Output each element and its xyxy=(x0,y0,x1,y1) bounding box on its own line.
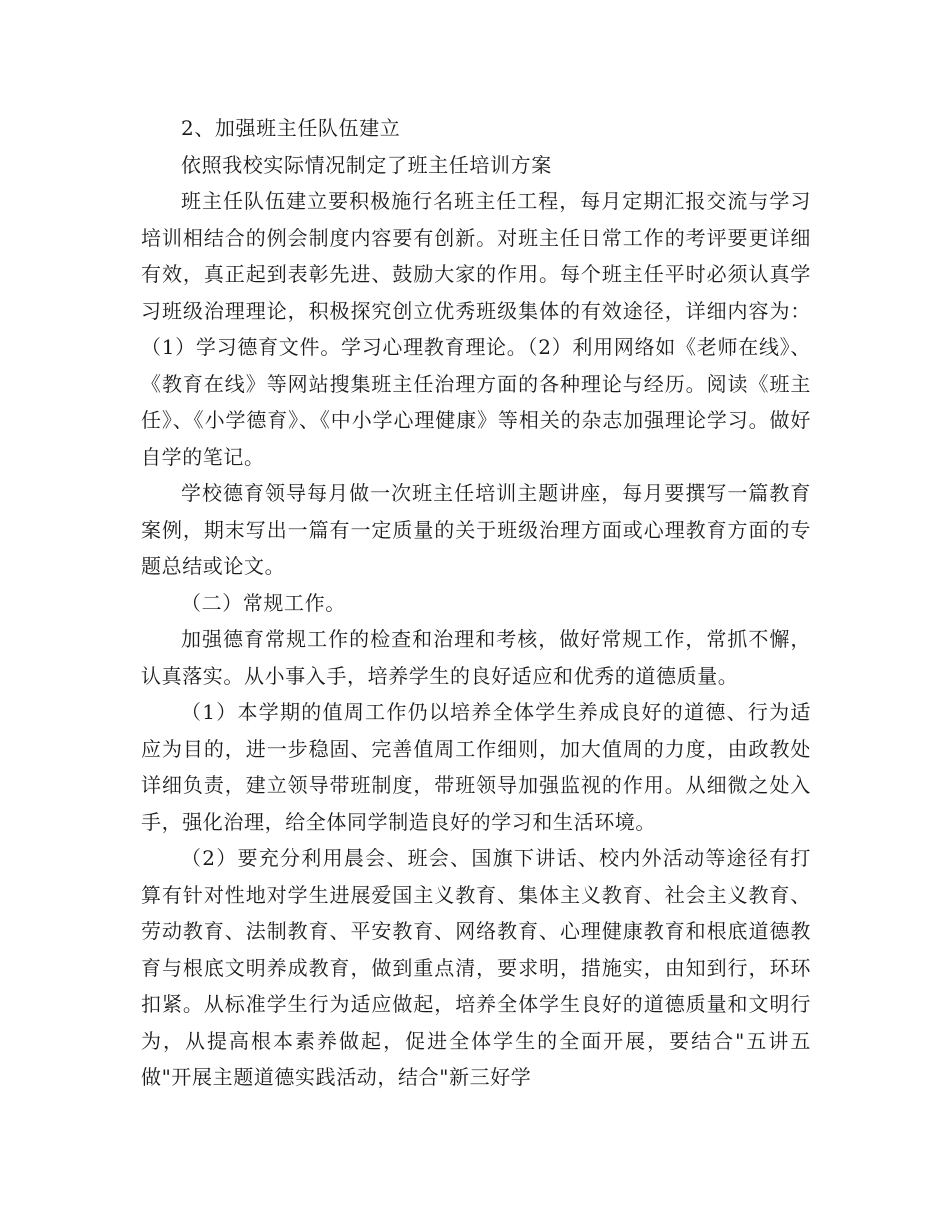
section-heading: （二）常规工作。 xyxy=(181,590,346,615)
section-heading: 2、加强班主任队伍建立 xyxy=(181,116,401,140)
paragraph: （1）本学期的值周工作仍以培养全体学生养成良好的道德、行为适应为目的，进一步稳固、完善值周工作细则，加大值周的力度，由政教处详细负责，建立领导带班制度，带班领导加强监视的作用。从细微之处入手，强化治理，给全体同学制造良好的学习和生活环境。 xyxy=(141,700,811,834)
paragraph: 学校德育领导每月做一次班主任培训主题讲座，每月要撰写一篇教育案例，期末写出一篇有一定质量的关于班级治理方面或心理教育方面的专题总结或论文。 xyxy=(141,481,811,578)
paragraph: 加强德育常规工作的检查和治理和考核，做好常规工作，常抓不懈，认真落实。从小事入手，培养学生的良好适应和优秀的道德质量。 xyxy=(141,627,811,688)
document-body xyxy=(141,110,811,1096)
paragraph: （2）要充分利用晨会、班会、国旗下讲话、校内外活动等途径有打算有针对性地对学生进展爱国主义教育、集体主义教育、社会主义教育、劳动教育、法制教育、平安教育、网络教育、心理健康教育和根底道德教育与根底文明养成教育，做到重点清，要求明，措施实，由知到行，环环扣紧。从标准学生行为适应做起，培养全体学生良好的道德质量和文明行为，从提高根本素养做起，促进全体学生的全面开展，要结合"五讲五做"开展主题道德实践活动，结合"新三好学 xyxy=(141,846,811,1089)
paragraph: 班主任队伍建立要积极施行名班主任工程，每月定期汇报交流与学习培训相结合的例会制度内容要有创新。对班主任日常工作的考评要更详细有效，真正起到表彰先进、鼓励大家的作用。每个班主任平时必须认真学习班级治理理论，积极探究创立优秀班级集体的有效途径，详细内容为：（1）学习德育文件。学习心理教育理论。（2）利用网络如《老师在线》、《教育在线》等网站搜集班主任治理方面的各种理论与经历。阅读《班主任》、《小学德育》、《中小学心理健康》等相关的杂志加强理论学习。做好自学的笔记。 xyxy=(141,189,811,469)
paragraph: 依照我校实际情况制定了班主任培训方案 xyxy=(181,152,552,177)
